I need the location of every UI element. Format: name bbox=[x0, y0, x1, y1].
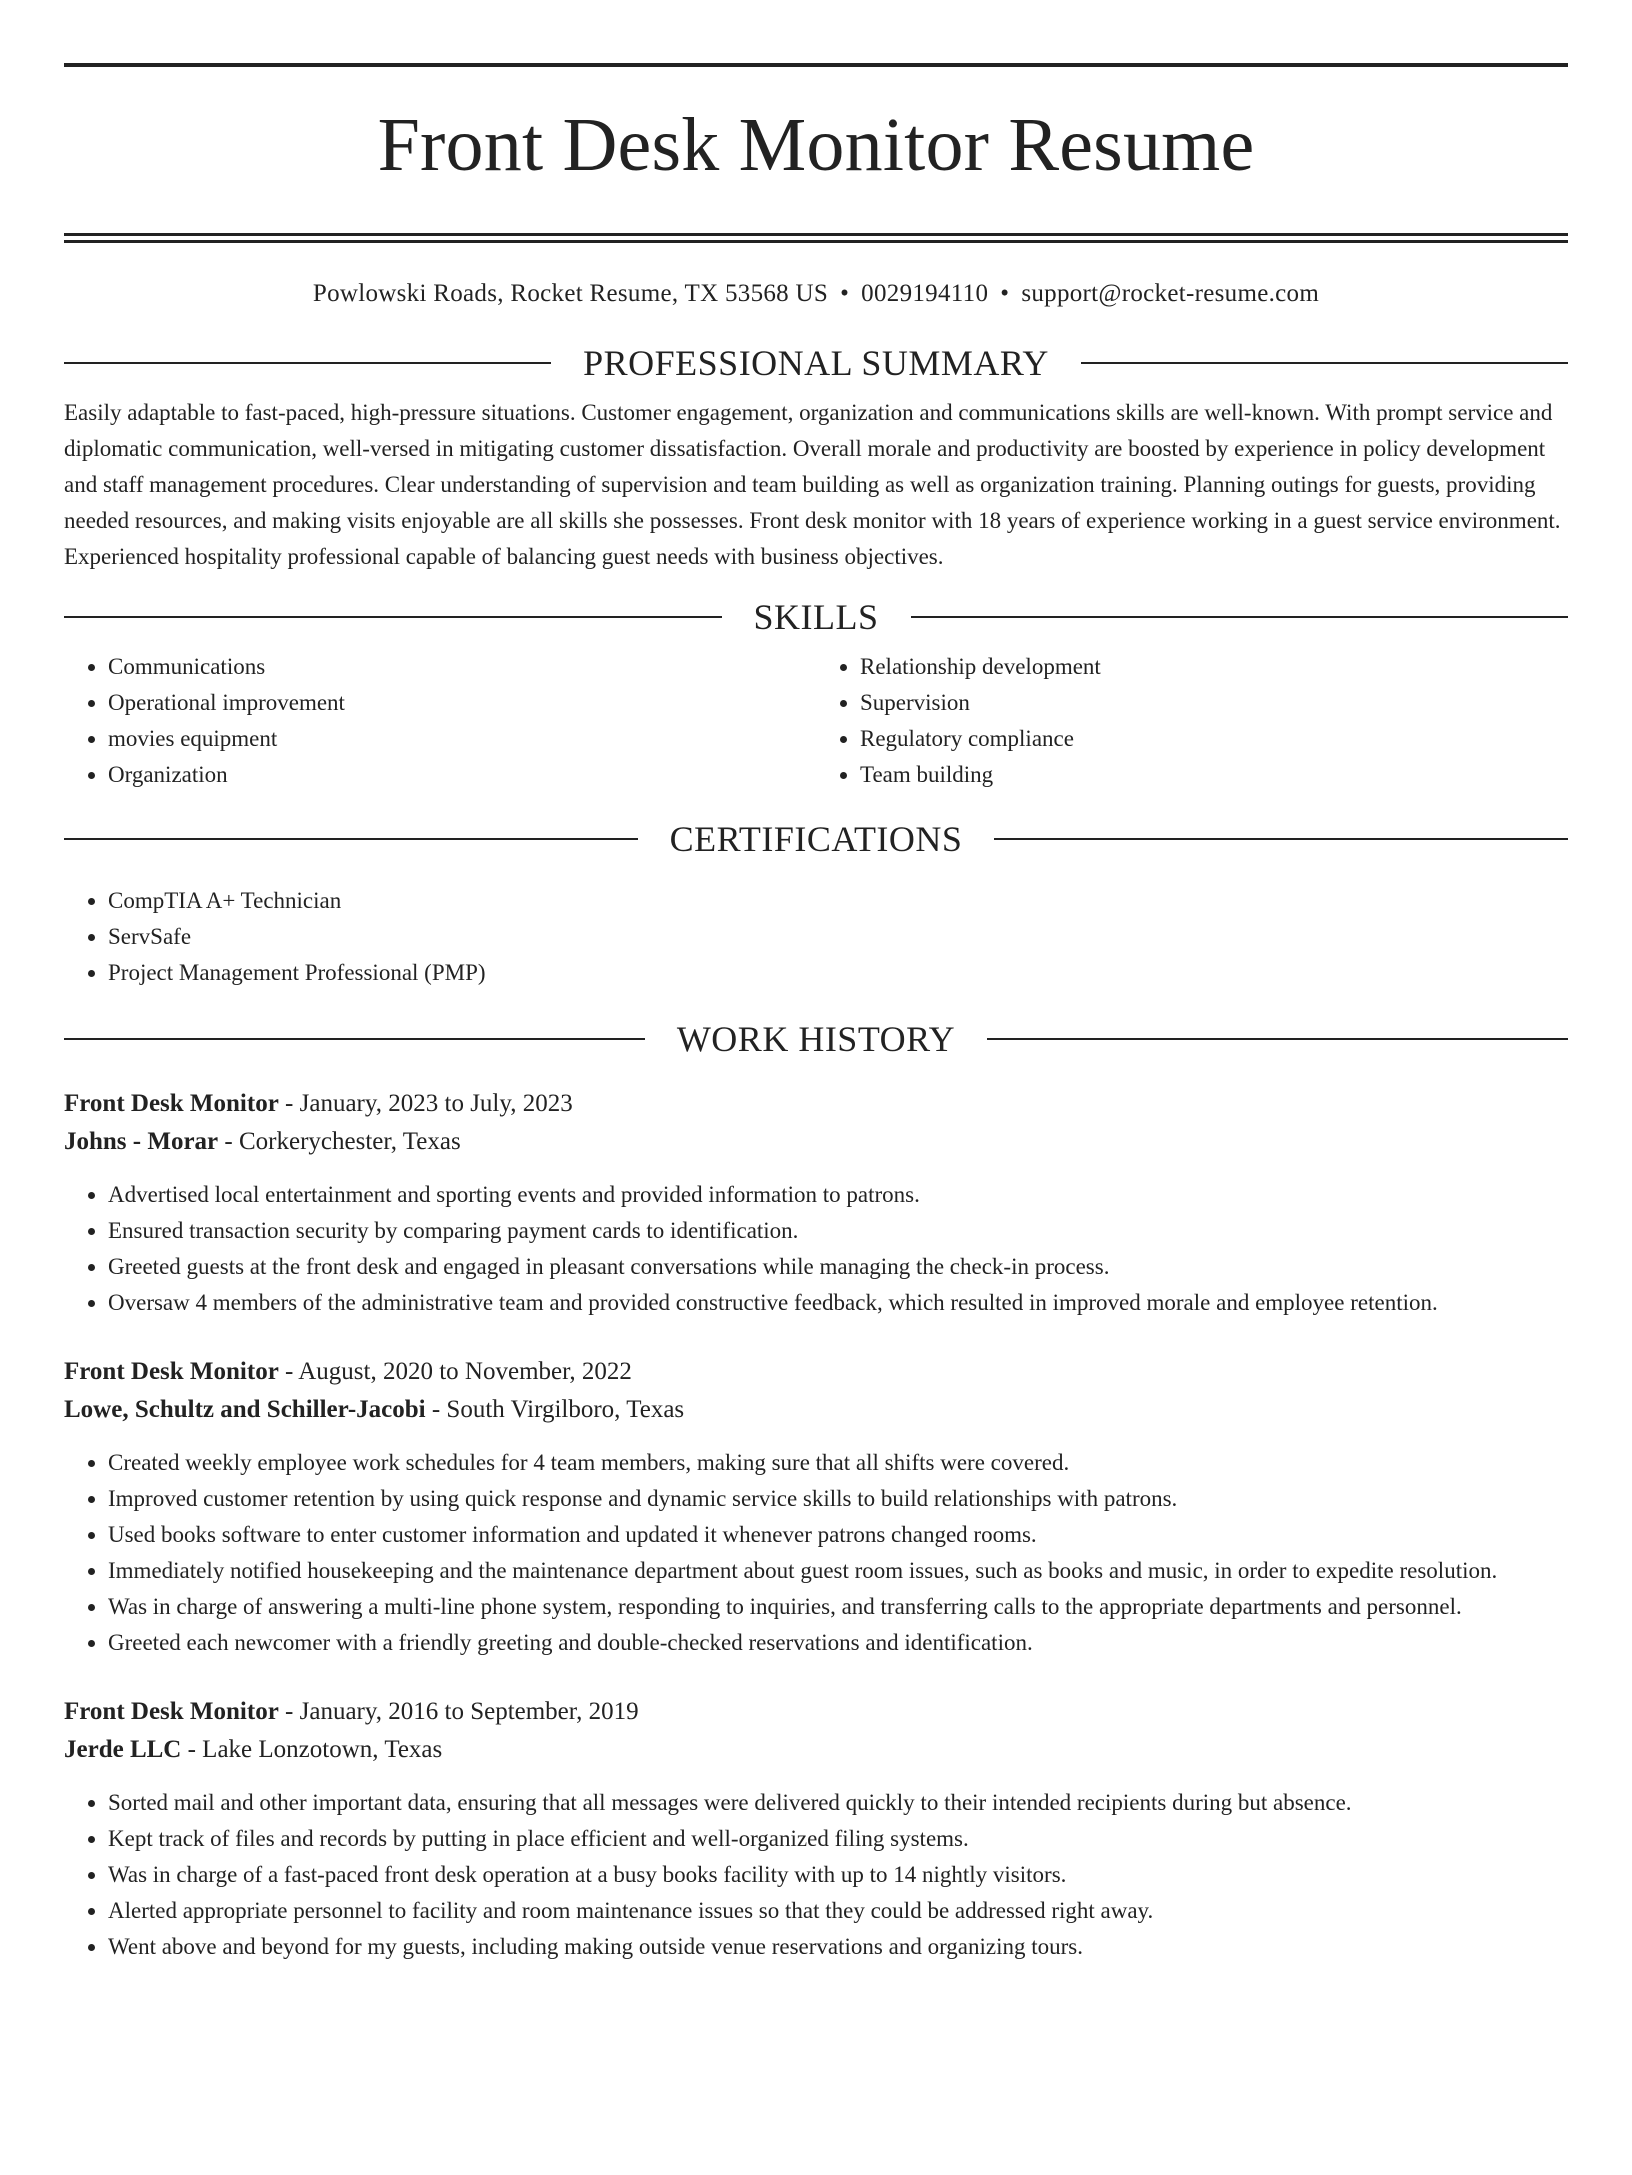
job-company-line bbox=[64, 1123, 1568, 1161]
job-bullet: • Was in charge of answering a multi-line phone system, responding to inquiries, and transferring calls to the appropriate departments and personnel. bbox=[108, 1589, 1568, 1625]
job-bullet: • Advertised local entertainment and sporting events and provided information to patrons. bbox=[108, 1177, 1568, 1213]
job-entry bbox=[64, 1353, 1568, 1661]
heading-rule-left bbox=[64, 1038, 645, 1040]
skill-item: • Team building bbox=[860, 757, 1568, 793]
job-title-line bbox=[64, 1693, 1568, 1731]
heading-rule-left bbox=[64, 362, 551, 364]
job-company: Jerde LLC bbox=[64, 1736, 182, 1763]
section-heading-certifications bbox=[64, 817, 1568, 861]
job-location: - Lake Lonzotown, Texas bbox=[181, 1736, 443, 1763]
resume-page bbox=[0, 63, 1632, 2175]
section-title: PROFESSIONAL SUMMARY bbox=[583, 343, 1049, 383]
job-bullet: • Alerted appropriate personnel to facility and room maintenance issues so that they could be addressed right away. bbox=[108, 1893, 1568, 1929]
job-bullet: • Improved customer retention by using quick response and dynamic service skills to build relationships with patrons. bbox=[108, 1481, 1568, 1517]
skill-item: • Organization bbox=[108, 757, 816, 793]
job-bullet: • Kept track of files and records by putting in place efficient and well-organized filing systems. bbox=[108, 1821, 1568, 1857]
section-heading-summary bbox=[64, 341, 1568, 385]
job-bullet: • Used books software to enter customer information and updated it whenever patrons changed rooms. bbox=[108, 1517, 1568, 1553]
job-bullet: • Ensured transaction security by comparing payment cards to identification. bbox=[108, 1213, 1568, 1249]
job-title: Front Desk Monitor bbox=[64, 1698, 279, 1725]
certification-item: • CompTIA A+ Technician bbox=[108, 883, 1568, 919]
top-rule bbox=[64, 63, 1568, 67]
contact-phone: 0029194110 bbox=[861, 280, 989, 307]
job-bullet: • Oversaw 4 members of the administrative team and provided constructive feedback, which resulted in improved morale and employee retention. bbox=[108, 1285, 1568, 1321]
title-double-rule bbox=[64, 233, 1568, 243]
section-heading-skills bbox=[64, 595, 1568, 639]
skills-list-right bbox=[816, 649, 1568, 793]
heading-rule-right bbox=[1081, 362, 1568, 364]
job-company-line bbox=[64, 1391, 1568, 1429]
section-title: WORK HISTORY bbox=[676, 1019, 956, 1059]
job-bullet: • Sorted mail and other important data, ensuring that all messages were delivered quickly to their intended recipients during but absence. bbox=[108, 1785, 1568, 1821]
skill-item: • Relationship development bbox=[860, 649, 1568, 685]
job-entry bbox=[64, 1693, 1568, 1965]
job-dates: - August, 2020 to November, 2022 bbox=[278, 1358, 632, 1385]
job-dates: - January, 2016 to September, 2019 bbox=[278, 1698, 639, 1725]
heading-rule-left bbox=[64, 616, 722, 618]
contact-address: Powlowski Roads, Rocket Resume, TX 53568 US bbox=[312, 280, 829, 307]
job-company-line bbox=[64, 1731, 1568, 1769]
job-bullet: • Immediately notified housekeeping and the maintenance department about guest room issues, such as books and music, in order to expedite resolution. bbox=[108, 1553, 1568, 1589]
page-title: Front Desk Monitor Resume bbox=[377, 103, 1255, 187]
job-title: Front Desk Monitor bbox=[64, 1090, 279, 1117]
contact-separator: • bbox=[840, 280, 850, 307]
job-company: Lowe, Schultz and Schiller-Jacobi bbox=[64, 1396, 426, 1423]
job-bullet: • Was in charge of a fast-paced front desk operation at a busy books facility with up to 14 nightly visitors. bbox=[108, 1857, 1568, 1893]
job-bullets bbox=[64, 1785, 1568, 1965]
skill-item: • Regulatory compliance bbox=[860, 721, 1568, 757]
job-location: - Corkerychester, Texas bbox=[218, 1128, 461, 1155]
job-bullet: • Went above and beyond for my guests, including making outside venue reservations and organizing tours. bbox=[108, 1929, 1568, 1965]
certification-item: • Project Management Professional (PMP) bbox=[108, 955, 1568, 991]
job-bullet: • Greeted guests at the front desk and engaged in pleasant conversations while managing the check-in process. bbox=[108, 1249, 1568, 1285]
skills-grid bbox=[64, 649, 1568, 793]
section-title: CERTIFICATIONS bbox=[669, 819, 963, 859]
heading-rule-right bbox=[987, 1038, 1568, 1040]
contact-line bbox=[64, 277, 1568, 311]
certification-item: • ServSafe bbox=[108, 919, 1568, 955]
certifications-list bbox=[64, 883, 1568, 991]
skill-item: • movies equipment bbox=[108, 721, 816, 757]
summary-text: Easily adaptable to fast-paced, high-pressure situations. Customer engagement, organization and communications skills are well-known. With prompt service and diplomatic communication, well-versed in mitigating customer dissatisfaction. Overall morale and productivity are boosted by experience in policy development and staff management procedures. Clear understanding of supervision and team building as well as organization training. Planning outings for guests, providing needed resources, and making visits enjoyable are all skills she possesses. Front desk monitor with 18 years of experience working in a guest service environment. Experienced hospitality professional capable of balancing guest needs with business objectives. bbox=[64, 400, 1561, 569]
contact-separator: • bbox=[1000, 280, 1010, 307]
job-entry bbox=[64, 1085, 1568, 1321]
skill-item: • Supervision bbox=[860, 685, 1568, 721]
job-company: Johns - Morar bbox=[64, 1128, 219, 1155]
skill-item: • Operational improvement bbox=[108, 685, 816, 721]
contact-email: support@rocket-resume.com bbox=[1021, 280, 1320, 307]
skills-list-left bbox=[64, 649, 816, 793]
job-bullet: • Created weekly employee work schedules for 4 team members, making sure that all shifts were covered. bbox=[108, 1445, 1568, 1481]
heading-rule-right bbox=[911, 616, 1569, 618]
job-title-line bbox=[64, 1353, 1568, 1391]
section-title: SKILLS bbox=[753, 597, 879, 637]
section-heading-work-history bbox=[64, 1017, 1568, 1061]
job-location: - South Virgilboro, Texas bbox=[425, 1396, 685, 1423]
job-bullets bbox=[64, 1445, 1568, 1661]
heading-rule-left bbox=[64, 838, 638, 840]
job-bullet: • Greeted each newcomer with a friendly greeting and double-checked reservations and identification. bbox=[108, 1625, 1568, 1661]
skill-item: • Communications bbox=[108, 649, 816, 685]
job-title: Front Desk Monitor bbox=[64, 1358, 279, 1385]
job-bullets bbox=[64, 1177, 1568, 1321]
job-dates: - January, 2023 to July, 2023 bbox=[278, 1090, 573, 1117]
heading-rule-right bbox=[994, 838, 1568, 840]
job-title-line bbox=[64, 1085, 1568, 1123]
